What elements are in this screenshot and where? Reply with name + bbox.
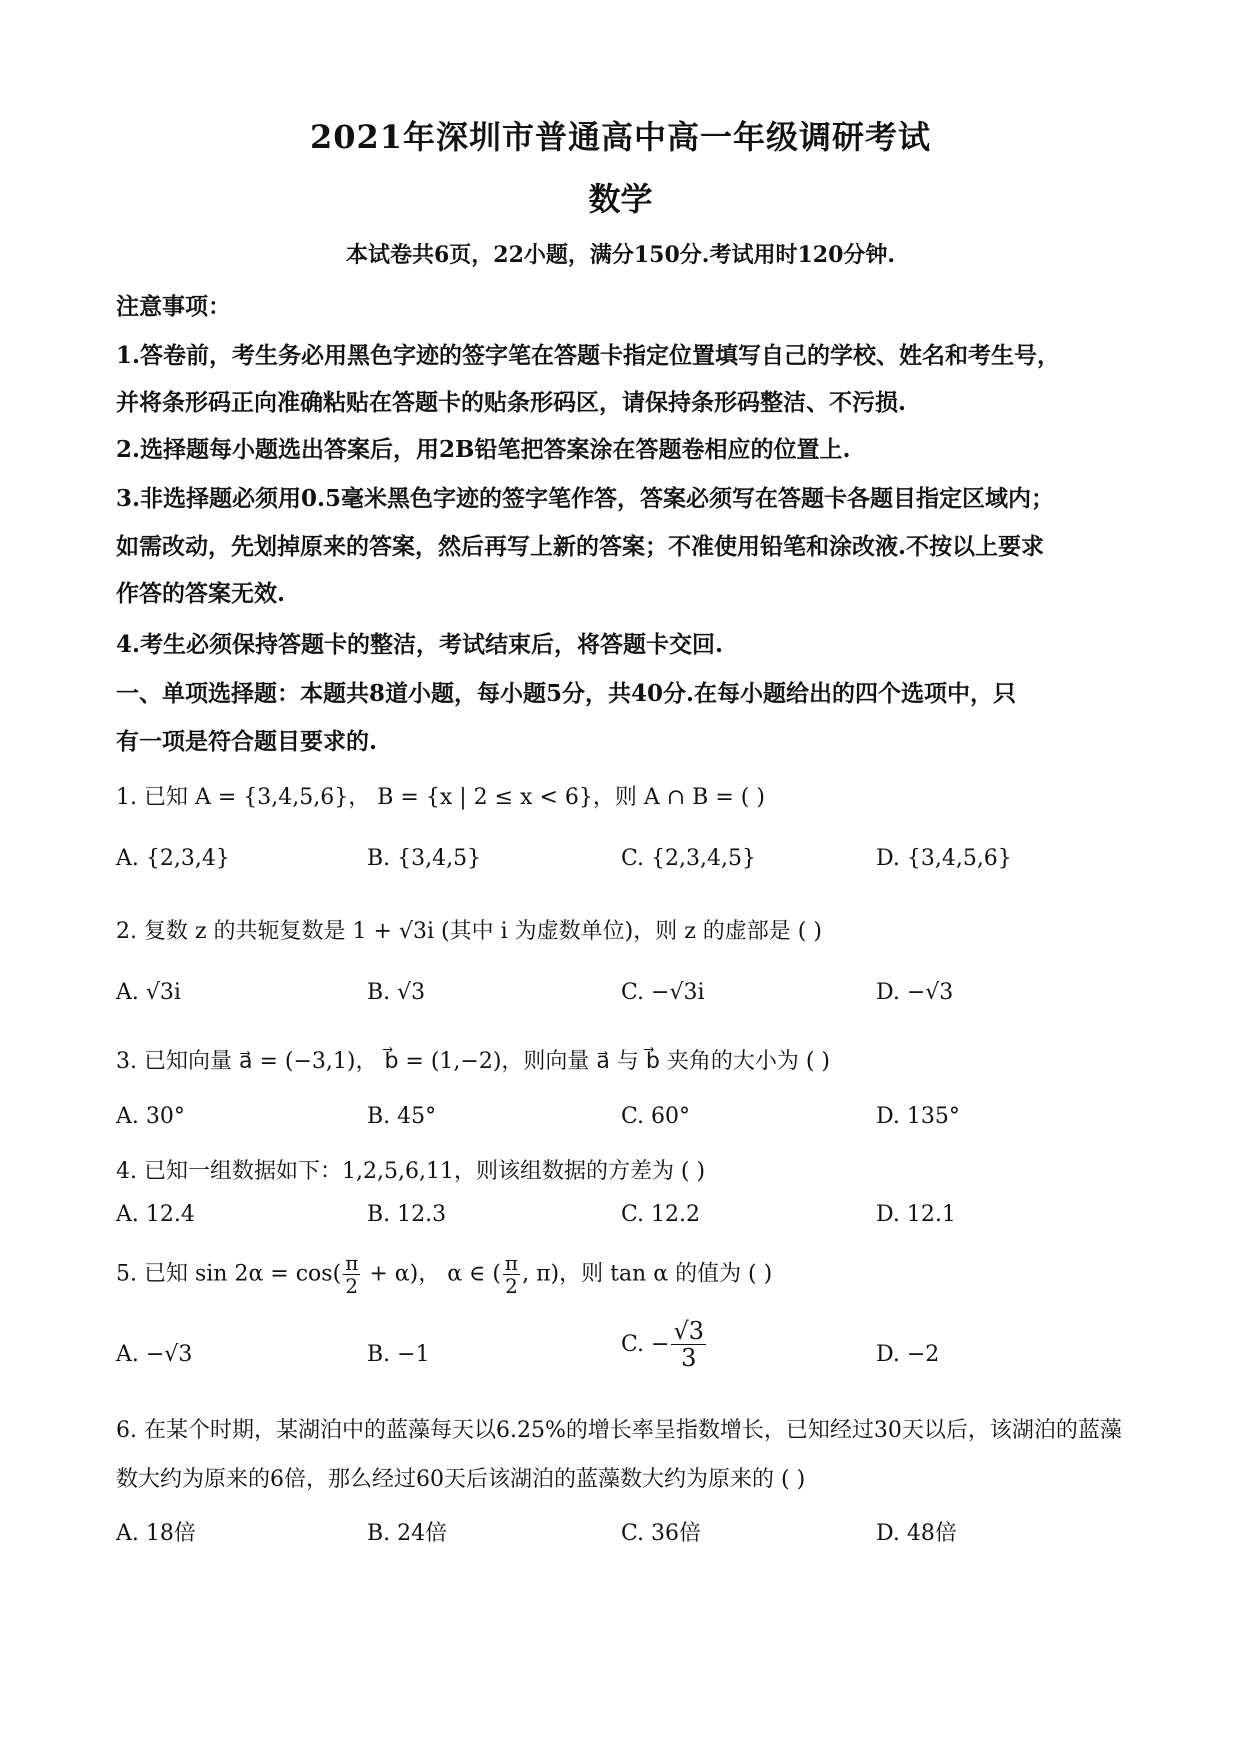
exam-title: 2021年深圳市普通高中高一年级调研考试 — [309, 118, 932, 156]
question-2-option-d[interactable]: D. −√3 — [876, 980, 954, 1005]
notice-line: 2.选择题每小题选出答案后，用2B铅笔把答案涂在答题卷相应的位置上. — [116, 436, 851, 463]
question-6-option-b[interactable]: B. 24倍 — [367, 1521, 448, 1546]
option-c-prefix: C. − — [621, 1331, 670, 1357]
notice-line: 3.非选择题必须用0.5毫米黑色字迹的签字笔作答，答案必须写在答题卡各题目指定区域内； — [116, 485, 1055, 512]
sqrt3-over-3-fraction — [671, 1318, 706, 1372]
question-4-option-d[interactable]: D. 12.1 — [876, 1202, 956, 1227]
question-4-option-c[interactable]: C. 12.2 — [621, 1202, 701, 1227]
question-1-option-c[interactable]: C. {2,3,4,5} — [621, 846, 756, 871]
question-5-option-d[interactable]: D. −2 — [876, 1342, 940, 1367]
notice-line: 1.答卷前，考生务必用黑色字迹的签字笔在答题卡指定位置填写自己的学校、姓名和考生号， — [116, 342, 1061, 369]
question-6-stem-cont: 数大约为原来的6倍，那么经过60天后该湖泊的蓝藻数大约为原来的 ( ) — [116, 1467, 806, 1492]
question-3-option-d[interactable]: D. 135° — [876, 1104, 960, 1129]
fraction-numerator: √3 — [673, 1317, 705, 1345]
question-1-option-d[interactable]: D. {3,4,5,6} — [876, 846, 1012, 871]
notice-line: 如需改动，先划掉原来的答案，然后再写上新的答案；不准使用铅笔和涂改液.不按以上要求 — [116, 533, 1045, 560]
question-1-option-b[interactable]: B. {3,4,5} — [367, 846, 482, 871]
question-6-option-c[interactable]: C. 36倍 — [621, 1521, 702, 1546]
question-2-stem: 2. 复数 z 的共轭复数是 1 + √3i (其中 i 为虚数单位)，则 z 的虚部是 ( ) — [116, 919, 822, 944]
question-6-stem: 6. 在某个时期，某湖泊中的蓝藻每天以6.25%的增长率呈指数增长，已知经过30天以后，该湖泊的蓝藻 — [116, 1418, 1122, 1443]
question-5-option-a[interactable]: A. −√3 — [116, 1342, 193, 1367]
question-3-option-a[interactable]: A. 30° — [116, 1104, 185, 1129]
question-2-option-b[interactable]: B. √3 — [367, 980, 426, 1005]
fraction-numerator: π — [504, 1251, 519, 1275]
question-4-option-a[interactable]: A. 12.4 — [116, 1202, 195, 1227]
question-2-option-a[interactable]: A. √3i — [116, 980, 181, 1005]
question-5-text: + α)， α ∈ ( — [362, 1261, 501, 1287]
exam-info: 本试卷共6页，22小题，满分150分.考试用时120分钟. — [345, 242, 896, 268]
section-heading: 一、单项选择题：本题共8道小题，每小题5分，共40分.在每小题给出的四个选项中，只 — [116, 680, 1017, 707]
question-4-stem: 4. 已知一组数据如下：1,2,5,6,11，则该组数据的方差为 ( ) — [116, 1159, 706, 1184]
question-5-stem — [116, 1252, 1181, 1297]
notice-heading: 注意事项： — [116, 293, 231, 320]
question-2-option-c[interactable]: C. −√3i — [621, 980, 705, 1005]
question-4-option-b[interactable]: B. 12.3 — [367, 1202, 447, 1227]
question-5-option-c[interactable] — [621, 1318, 708, 1372]
question-6-option-a[interactable]: A. 18倍 — [116, 1521, 196, 1546]
question-5-text: 5. 已知 sin 2α = cos( — [116, 1261, 342, 1287]
question-5-option-b[interactable]: B. −1 — [367, 1342, 430, 1367]
question-3-option-b[interactable]: B. 45° — [367, 1104, 437, 1129]
question-5-text: , π)，则 tan α 的值为 ( ) — [522, 1261, 773, 1287]
question-1-option-a[interactable]: A. {2,3,4} — [116, 846, 230, 871]
fraction-denominator: 2 — [345, 1274, 359, 1298]
notice-line: 4.考生必须保持答题卡的整洁，考试结束后，将答题卡交回. — [116, 631, 724, 658]
question-3-stem: 3. 已知向量 a⃗ = (−3,1)， b⃗ = (1,−2)，则向量 a⃗ 与 b⃗ 夹角的大小为 ( ) — [116, 1049, 831, 1074]
pi-over-2-fraction — [343, 1252, 360, 1297]
section-heading-cont: 有一项是符合题目要求的. — [116, 728, 378, 755]
question-6-option-d[interactable]: D. 48倍 — [876, 1521, 957, 1546]
pi-over-2-fraction — [503, 1252, 520, 1297]
fraction-denominator: 3 — [681, 1344, 697, 1373]
fraction-numerator: π — [345, 1251, 359, 1275]
notice-line: 并将条形码正向准确粘贴在答题卡的贴条形码区，请保持条形码整洁、不污损. — [116, 389, 907, 416]
question-1-stem: 1. 已知 A = {3,4,5,6}， B = {x | 2 ≤ x < 6}，则 A ∩ B = ( ) — [116, 785, 765, 810]
fraction-denominator: 2 — [505, 1274, 518, 1298]
question-3-option-c[interactable]: C. 60° — [621, 1104, 691, 1129]
notice-line: 作答的答案无效. — [116, 580, 286, 607]
subject-title: 数学 — [588, 180, 653, 218]
